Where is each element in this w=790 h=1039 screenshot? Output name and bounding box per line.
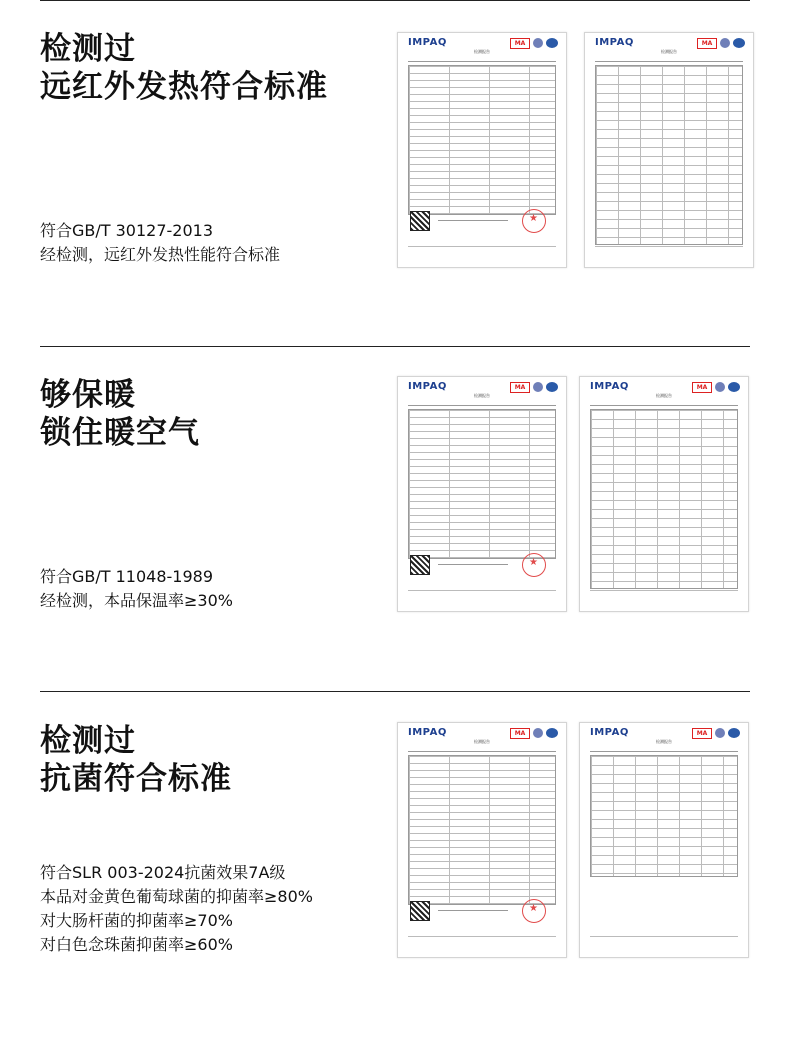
report-footer [408, 590, 556, 599]
test-report-page-2 [579, 376, 749, 612]
cnas-mark-icon [728, 382, 740, 392]
test-report-page-1 [397, 32, 567, 268]
report-title: 检测报告 [656, 739, 672, 744]
report-title: 检测报告 [474, 49, 490, 54]
test-report-page-2 [579, 722, 749, 958]
certification-marks [692, 728, 740, 739]
section-title [40, 376, 200, 452]
cma-mark-icon: MA [692, 728, 712, 739]
cnas-mark-icon [546, 382, 558, 392]
certification-marks [692, 382, 740, 393]
report-meta [590, 402, 738, 406]
cnas-mark-icon [546, 728, 558, 738]
report-table [408, 65, 556, 215]
desc-line: 经检测，本品保温率≥30% [40, 591, 233, 610]
title-line: 检测过 [40, 31, 136, 67]
test-report-page-2 [584, 32, 754, 268]
desc-line: 符合GB/T 30127-2013 [40, 221, 214, 240]
cnas-mark-icon [733, 38, 745, 48]
signature-line [438, 910, 508, 911]
signature-line [438, 220, 508, 221]
cma-mark-icon: MA [510, 728, 530, 739]
section-divider [40, 0, 750, 1]
qr-code-icon [410, 901, 430, 921]
impaq-logo: IMPAQ [408, 727, 447, 738]
report-title: 检测报告 [474, 739, 490, 744]
section-description [40, 565, 233, 613]
section-divider [40, 691, 750, 692]
section-description [40, 861, 313, 957]
impaq-logo: IMPAQ [595, 37, 634, 48]
ilac-mark-icon [715, 382, 725, 392]
certification-marks [697, 38, 745, 49]
report-table [408, 409, 556, 559]
section-description [40, 219, 280, 267]
section-title [40, 722, 232, 798]
report-meta [408, 748, 556, 752]
certification-marks [510, 38, 558, 49]
report-footer [595, 246, 743, 255]
certification-marks [510, 728, 558, 739]
red-seal-stamp [522, 899, 546, 923]
desc-line: 对大肠杆菌的抑菌率≥70% [40, 911, 233, 930]
title-line: 远红外发热符合标准 [40, 69, 328, 105]
report-title: 检测报告 [656, 393, 672, 398]
cma-mark-icon: MA [697, 38, 717, 49]
title-line: 锁住暖空气 [40, 415, 200, 451]
title-line: 抗菌符合标准 [40, 761, 232, 797]
signature-line [438, 564, 508, 565]
impaq-logo: IMPAQ [590, 727, 629, 738]
test-report-page-1 [397, 376, 567, 612]
cma-mark-icon: MA [692, 382, 712, 393]
report-title: 检测报告 [661, 49, 677, 54]
certification-marks [510, 382, 558, 393]
report-meta [408, 402, 556, 406]
desc-line: 经检测，远红外发热性能符合标准 [40, 245, 281, 264]
report-footer [408, 246, 556, 255]
cma-mark-icon: MA [510, 382, 530, 393]
title-line: 够保暖 [40, 377, 136, 413]
cma-mark-icon: MA [510, 38, 530, 49]
report-footer [408, 936, 556, 945]
section-divider [40, 346, 750, 347]
desc-line: 符合SLR 003-2024抗菌效果7A级 [40, 863, 286, 882]
report-footer [590, 936, 738, 945]
report-meta [408, 58, 556, 62]
red-seal-stamp [522, 209, 546, 233]
cnas-mark-icon [546, 38, 558, 48]
report-meta [595, 58, 743, 62]
impaq-logo: IMPAQ [590, 381, 629, 392]
desc-line: 符合GB/T 11048-1989 [40, 567, 214, 586]
qr-code-icon [410, 555, 430, 575]
ilac-mark-icon [533, 38, 543, 48]
report-footer [590, 590, 738, 599]
report-table [408, 755, 556, 905]
red-seal-stamp [522, 553, 546, 577]
desc-line: 本品对金黄色葡萄球菌的抑菌率≥80% [40, 887, 313, 906]
report-results-table [595, 65, 743, 245]
impaq-logo: IMPAQ [408, 381, 447, 392]
cnas-mark-icon [728, 728, 740, 738]
report-results-table [590, 755, 738, 877]
impaq-logo: IMPAQ [408, 37, 447, 48]
report-title: 检测报告 [474, 393, 490, 398]
report-results-table [590, 409, 738, 589]
ilac-mark-icon [720, 38, 730, 48]
ilac-mark-icon [715, 728, 725, 738]
ilac-mark-icon [533, 382, 543, 392]
section-title [40, 30, 328, 106]
ilac-mark-icon [533, 728, 543, 738]
desc-line: 对白色念珠菌抑菌率≥60% [40, 935, 233, 954]
title-line: 检测过 [40, 723, 136, 759]
test-report-page-1 [397, 722, 567, 958]
qr-code-icon [410, 211, 430, 231]
report-meta [590, 748, 738, 752]
